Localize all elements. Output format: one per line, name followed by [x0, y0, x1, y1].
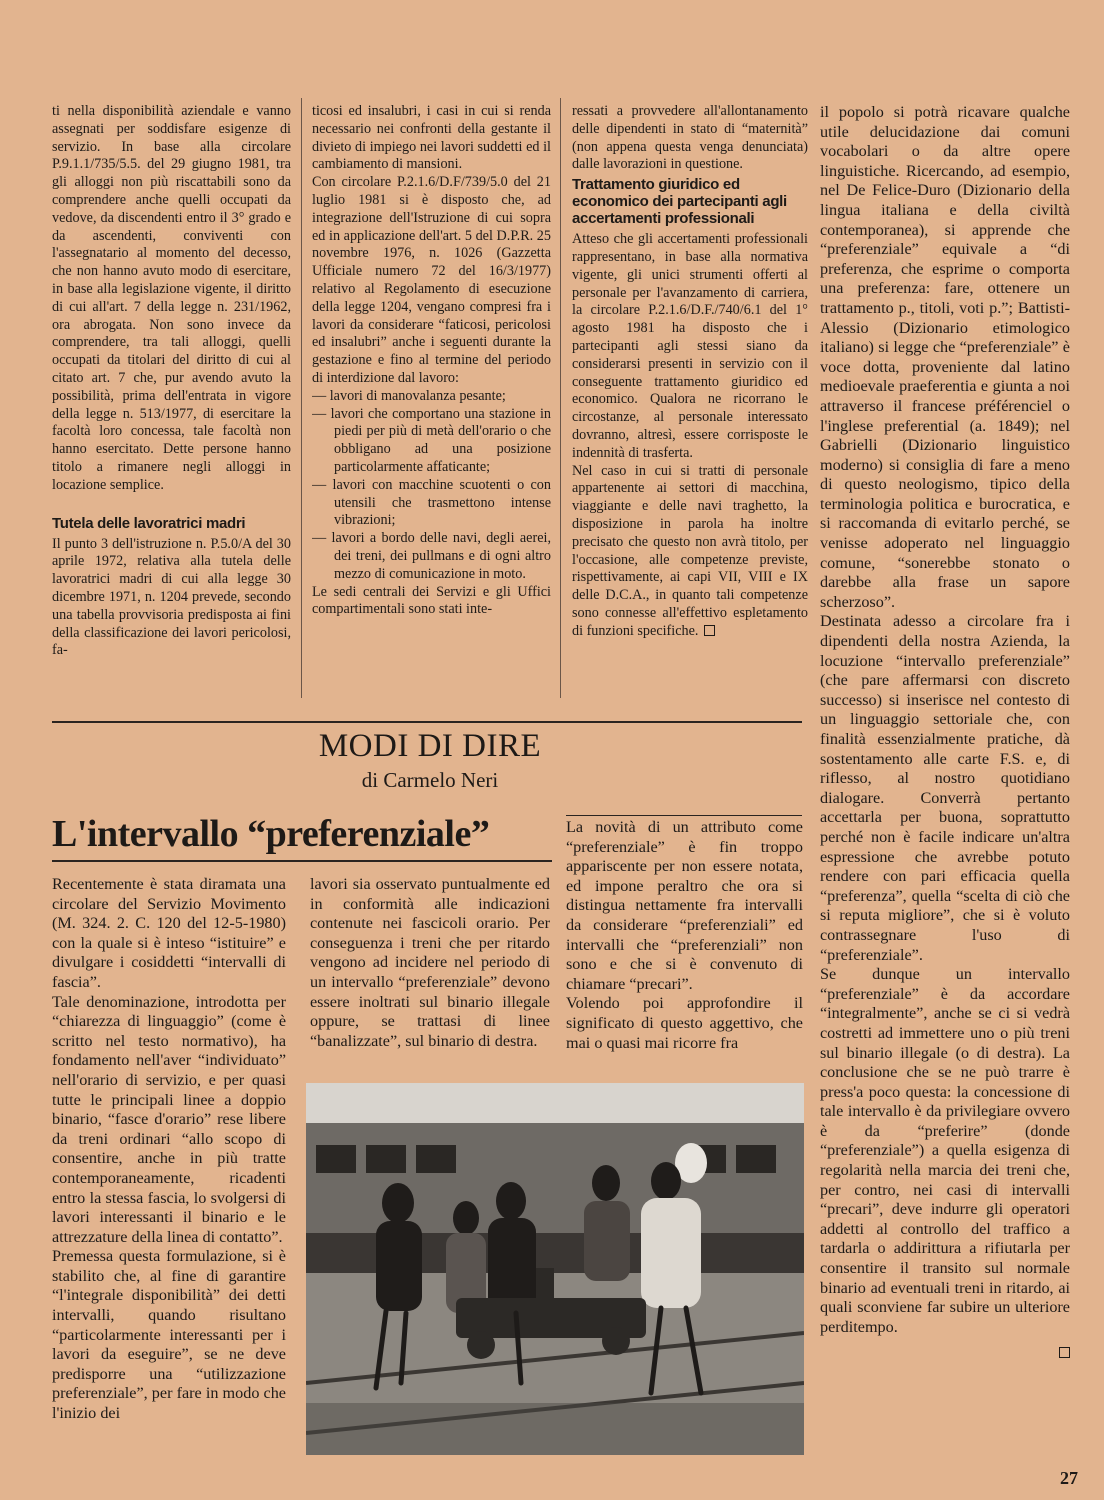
paragraph: Tale denominazione, introdotta per “chiarezza di linguaggio” (come è scritto nel testo normativo), ha fondamento nell'aver “individuato” nell'orario di servizio, e per quasi tutte le principali linee a doppio binario, “fasce d'orario” rese libere da treni ordinari “allo scopo di consentire, anche in più tratte contemporaneamente, ricadenti entro la stessa fascia, lo svolgersi di lavori interessanti il binario e le attrezzature della linea di contatto”. — [52, 992, 286, 1246]
paragraph: Se dunque un intervallo “preferenziale” è da accordare “integralmente”, anche se ci si vedrà costretti ad immettere uno o più treni sul binario illegale (o di destra). La conclusione che se ne può trarre è press'a poco questa: la concessione di tale intervallo è da privilegiare ovvero è da “preferire” (donde “preferenziale”) a quella esigenza di regolarità nella marcia dei treni che, per contro, nei casi di intervalli “precari”, deve indurre gli operatori addetti al controllo del traffico a tardarla o addirittura a rifiutarla per consentire il transito sul normale binario ad eventuali treni in ritardo, ai quali sconviene far subire un ulteriore perditempo. — [820, 965, 1070, 1336]
subhead-lavoratrici-madri: Tutela delle lavoratrici madri — [52, 514, 246, 532]
list-item: — lavori con macchine scuotenti o con utensili che trasmettono intense vibrazioni; — [312, 476, 551, 529]
photo-illustration — [306, 1083, 804, 1455]
list-item: — lavori a bordo delle navi, degli aerei, dei treni, dei pullmans e di ogni altro mezzo di comunicazione in moto. — [312, 530, 551, 582]
top-column-2 — [312, 103, 551, 703]
section-rule — [52, 721, 802, 723]
paragraph: Con circolare P.2.1.6/D.F/739/5.0 del 21 luglio 1981 si è disposto che, ad integrazione dell'Istruzione di cui sopra ed in applicazione dell'art. 5 del D.P.R. 25 novembre 1976, n. 1026 (Gazzetta Ufficiale numero 72 del 16/3/1977) relativo al Regolamento di esecuzione della legge 1204, vengano compresi fra i lavori da considerare “faticosi, pericolosi ed insalubri” anche i seguenti durante la gestazione e fino al termine del periodo di interdizione dal lavoro: — [312, 174, 551, 386]
paragraph: Destinata adesso a circolare fra i dipendenti della nostra Azienda, la locuzione “intervallo preferenziale” (che pare affermarsi con discreto successo) si inserisce nel contesto di un linguaggio settoriale che, con finalità essenzialmente pratiche, dà sostentamento alle carte F.S. e, di riflesso, al nostro quotidiano dialogare. Converrà pertanto accettarla per buona, soprattutto perché non è facile indicare un'altra espressione che avrebbe potuto rendere con pari efficacia quella “preferenza”, quella “scelta di ciò che si reputa migliore”, che si è voluto contrassegnare l'uso di “preferenziale”. — [820, 612, 1070, 964]
paragraph: Atteso che gli accertamenti professionali rappresentano, in base alla normativa vigente, gli unici strumenti offerti al personale per l'avanzamento di carriera, la circolare P.2.1.6/D.F./740/6.1 del 1° agosto 1981 ha disposto che i partecipanti agli stessi siano da considerarsi presenti in servizio con il conseguente trattamento giuridico ed economico. Qualora ne ricorrano le circostanze, al personale interessato dovranno, altresì, essere corrisposte le indennità di trasferta. — [572, 231, 808, 461]
paragraph: Premessa questa formulazione, si è stabilito che, al fine di garantire “l'integrale disponibilità” dei detti intervalli, quando risultano “particolarmente interessanti per i lavori da eseguire”, se ne deve predisporre una “utilizzazione preferenziale”, per fare in modo che l'inizio dei — [52, 1247, 286, 1423]
end-of-article-square-icon — [1059, 1347, 1070, 1358]
track-workers-photo — [306, 1083, 804, 1455]
title-rule — [52, 860, 552, 862]
paragraph-text: Nel caso in cui si tratti di personale appartenente ai settori di macchina, viaggiante e delle navi traghetto, la disposizione in parola ha inoltre precisato che questo non avrà titolo, per l'occasione, alle competenze previste, rispettivamente, ai capi VII, VIII e IX delle D.C.A., in quanto tali competenze sono connesse all'effettivo espletamento di funzioni specifiche. — [572, 462, 808, 639]
column-divider — [560, 98, 561, 698]
top-column-1 — [52, 103, 291, 703]
page-number: 27 — [1060, 1468, 1078, 1488]
end-of-article-square-icon — [704, 625, 715, 636]
list-item: — lavori di manovalanza pesante; — [312, 387, 506, 404]
article-column-4 — [820, 103, 1070, 1488]
column-top-rule — [566, 815, 802, 816]
paragraph: il popolo si potrà ricavare qualche utile delucidazione dai comuni vocabolari o da altre opere linguistiche. Ricercando, ad esempio, nel De Felice-Duro (Dizionario della lingua italiana e della civiltà contemporanea), si apprende che “preferenziale” equivale a “di preferenza, che esprime o comporta una preferenza: fare, ottenere un trattamento p., titoli, voti p.”; Battisti-Alessio (Dizionario etimologico italiano) si legge che “preferenziale” è voce dotta, proveniente dal latino medioevale praeferentia e giunta a noi attraverso il francese préférenciel o l'inglese preferential (a. 1849); nel Gabrielli (Dizionario linguistico moderno) si consiglia di fare a meno di questo neologismo, tipico della terminologia politica e burocratica, e si raccomanda di evitarlo perché, se venisse adoperato nel linguaggio comune, “sonerebbe stonato o darebbe alla frase un sapore scherzoso”. — [820, 103, 1070, 611]
paragraph: ticosi ed insalubri, i casi in cui si renda necessario nei confronti della gestante il divieto di impiego nei lavori suddetti ed il cambiamento di mansioni. — [312, 103, 551, 173]
paragraph: ti nella disponibilità aziendale e vanno assegnati per soddisfare esigenze di servizio. In base alla circolare P.9.1.1/735/5.5. del 29 giugno 1981, tra gli alloggi non più riscattabili sono da comprendere anche quelli occupati da vedove, da discendenti entro il 3° grado e da ascendenti, conviventi con l'assegnatario al momento del decesso, che non hanno avuto modo di esercitare, in base alla legislazione vigente, il diritto di cui all'art. 7 della legge n. 231/1962, ora abrogata. Non sono invece da comprendere, tra tali alloggi, quelli occupati da titolari del diritto di cui al citato art. 7 che, pur avendo avuto la possibilità, prima dell'entrata in vigore della legge n. 513/1977, di esercitare la facoltà loro concessa, tale facoltà non hanno esercitato. Dette persone hanno titolo a rimanere negli alloggi in locazione semplice. — [52, 103, 291, 493]
paragraph: lavori sia osservato puntualmente ed in conformità alle indicazioni contenute nei fascicoli orario. Per conseguenza i treni che per ritardo vengono ad incidere nel periodo di un intervallo “preferenziale” devono essere inoltrati sul binario illegale oppure, se trattasi di linee “banalizzate”, sul binario di destra. — [310, 875, 550, 1050]
list-item: — lavori che comportano una stazione in piedi per più di metà dell'orario o che obbligano ad una posizione particolarmente affaticante; — [312, 405, 551, 475]
paragraph: Il punto 3 dell'istruzione n. P.5.0/A del 30 aprile 1972, relativa alla tutela delle lavoratrici madri di cui alla legge 30 dicembre 1971, n. 1204 prevede, secondo una tabella provvisoria predisposta ai fini della classificazione dei lavori pericolosi, fa- — [52, 535, 291, 659]
subhead-trattamento: Trattamento giuridico ed economico dei partecipanti agli accertamenti professionali — [572, 176, 787, 228]
article-column-3 — [566, 818, 803, 1080]
paragraph: ressati a provvedere all'allontanamento delle dipendenti in stato di “maternità” (non appena questa venga denunciata) dalle lavorazioni in questione. — [572, 103, 808, 173]
byline: di Carmelo Neri — [361, 768, 499, 792]
section-title: MODI DI DIRE — [318, 728, 542, 764]
paragraph — [572, 463, 808, 641]
top-column-3 — [572, 103, 808, 703]
article-column-1 — [52, 875, 286, 1460]
article-title: L'intervallo “preferenziale” — [52, 813, 490, 855]
paragraph: Le sedi centrali dei Servizi e gli Uffici compartimentali sono stati inte- — [312, 583, 551, 618]
end-mark-line — [820, 1343, 1070, 1363]
article-column-2 — [310, 875, 550, 1080]
paragraph: Volendo poi approfondire il significato di questo aggettivo, che mai o quasi mai ricorre fra — [566, 994, 803, 1052]
column-divider — [301, 98, 302, 698]
paragraph: Recentemente è stata diramata una circolare del Servizio Movimento (M. 324. 2. C. 120 del 12-5-1980) con la quale si è inteso “istituire” e divulgare i cosiddetti “intervalli di fascia”. — [52, 875, 286, 991]
paragraph: La novità di un attributo come “preferenziale” è fin troppo appariscente per non essere notata, ed impone peraltro che ora si distingua nettamente fra intervalli da considerare “preferenziali” ed intervalli che “preferenziali” non sono e che si è convenuto di chiamare “precari”. — [566, 818, 803, 993]
